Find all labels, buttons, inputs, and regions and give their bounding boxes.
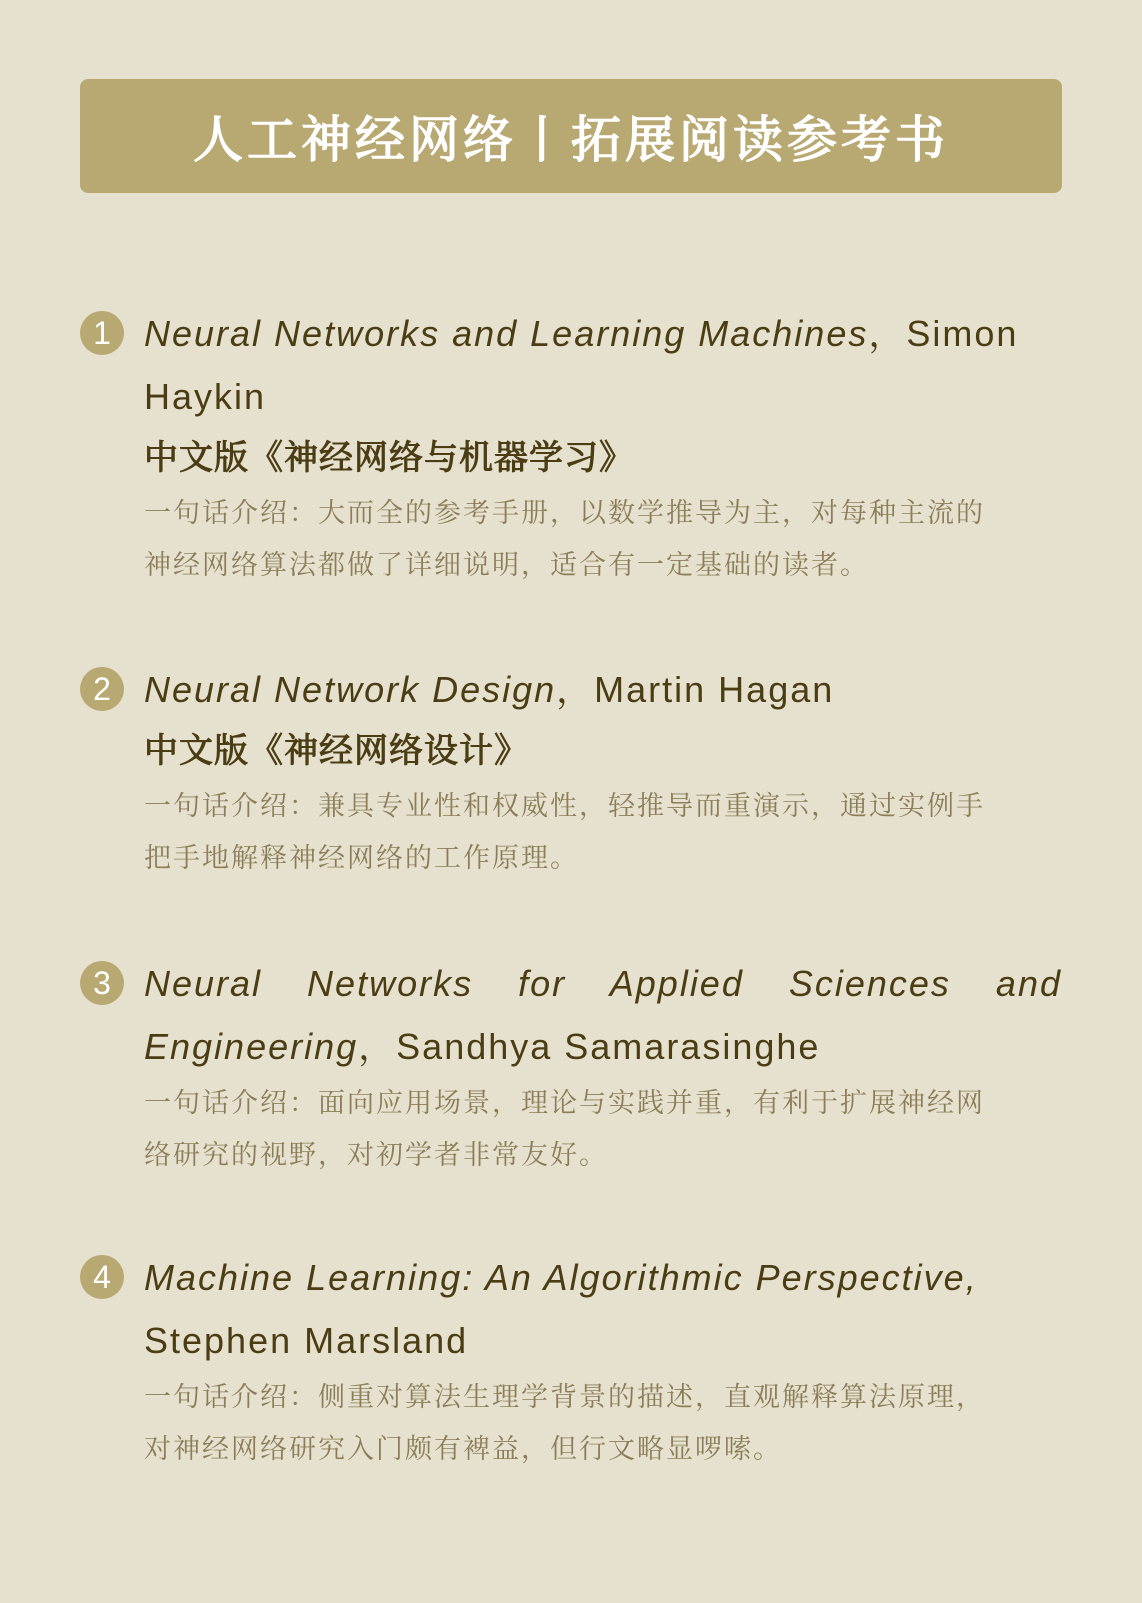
page-title: 人工神经网络丨拓展阅读参考书 [193, 111, 949, 169]
book-item-4 [80, 1246, 1062, 1486]
header-banner [80, 79, 1062, 193]
book-title: Neural Network Design [144, 669, 557, 710]
intro-line: 一句话介绍：面向应用场景，理论与实践并重，有利于扩展神经网 [144, 1088, 985, 1119]
intro-line: 络研究的视野，对初学者非常友好。 [144, 1140, 608, 1171]
book-title-row-3b [144, 1015, 1062, 1078]
chinese-edition: 中文版《神经网络与机器学习》 [144, 438, 634, 478]
book-title-row-1 [144, 302, 1062, 365]
book-author-row-4: Stephen Marsland [144, 1320, 469, 1361]
number-badge-3: 3 [80, 961, 124, 1005]
book-title-continued: Engineering [144, 1026, 359, 1067]
intro-line: 对神经网络研究入门颇有裨益，但行文略显啰嗦。 [144, 1434, 782, 1465]
book-title-row-4 [144, 1246, 1062, 1309]
book-intro [144, 781, 1062, 885]
book-author: ，Sandhya Samarasinghe [358, 1026, 821, 1067]
chinese-edition: 中文版《神经网络设计》 [144, 731, 529, 771]
intro-line: 把手地解释神经网络的工作原理。 [144, 843, 579, 874]
number-badge-1: 1 [80, 311, 124, 355]
intro-line: 一句话介绍：兼具专业性和权威性，轻推导而重演示，通过实例手 [144, 791, 985, 822]
book-body-3 [144, 952, 1062, 1182]
number-badge-2: 2 [80, 667, 124, 711]
book-item-2 [80, 658, 1062, 898]
book-intro [144, 488, 1062, 592]
book-intro [144, 1372, 1062, 1476]
intro-line: 一句话介绍：侧重对算法生理学背景的描述，直观解释算法原理， [144, 1382, 985, 1413]
book-body-2 [144, 658, 1062, 885]
book-intro [144, 1078, 1062, 1182]
intro-line: 一句话介绍：大而全的参考手册，以数学推导为主，对每种主流的 [144, 498, 985, 529]
book-title: Machine Learning: An Algorithmic Perspective, [144, 1257, 978, 1298]
book-title: Neural Networks for Applied Sciences and [144, 963, 1062, 1004]
book-author: ，Simon [868, 313, 1019, 354]
book-title: Neural Networks and Learning Machines [144, 313, 869, 354]
book-title-row-3 [144, 952, 1062, 1015]
book-title-row-2 [144, 658, 1062, 721]
book-author: ，Martin Hagan [556, 669, 835, 710]
intro-line: 神经网络算法都做了详细说明，适合有一定基础的读者。 [144, 550, 869, 581]
book-body-1 [144, 302, 1062, 592]
number-badge-4: 4 [80, 1255, 124, 1299]
book-author-row-1: Haykin [144, 376, 267, 417]
book-item-1 [80, 302, 1062, 602]
book-item-3 [80, 952, 1062, 1192]
book-body-4 [144, 1246, 1062, 1476]
